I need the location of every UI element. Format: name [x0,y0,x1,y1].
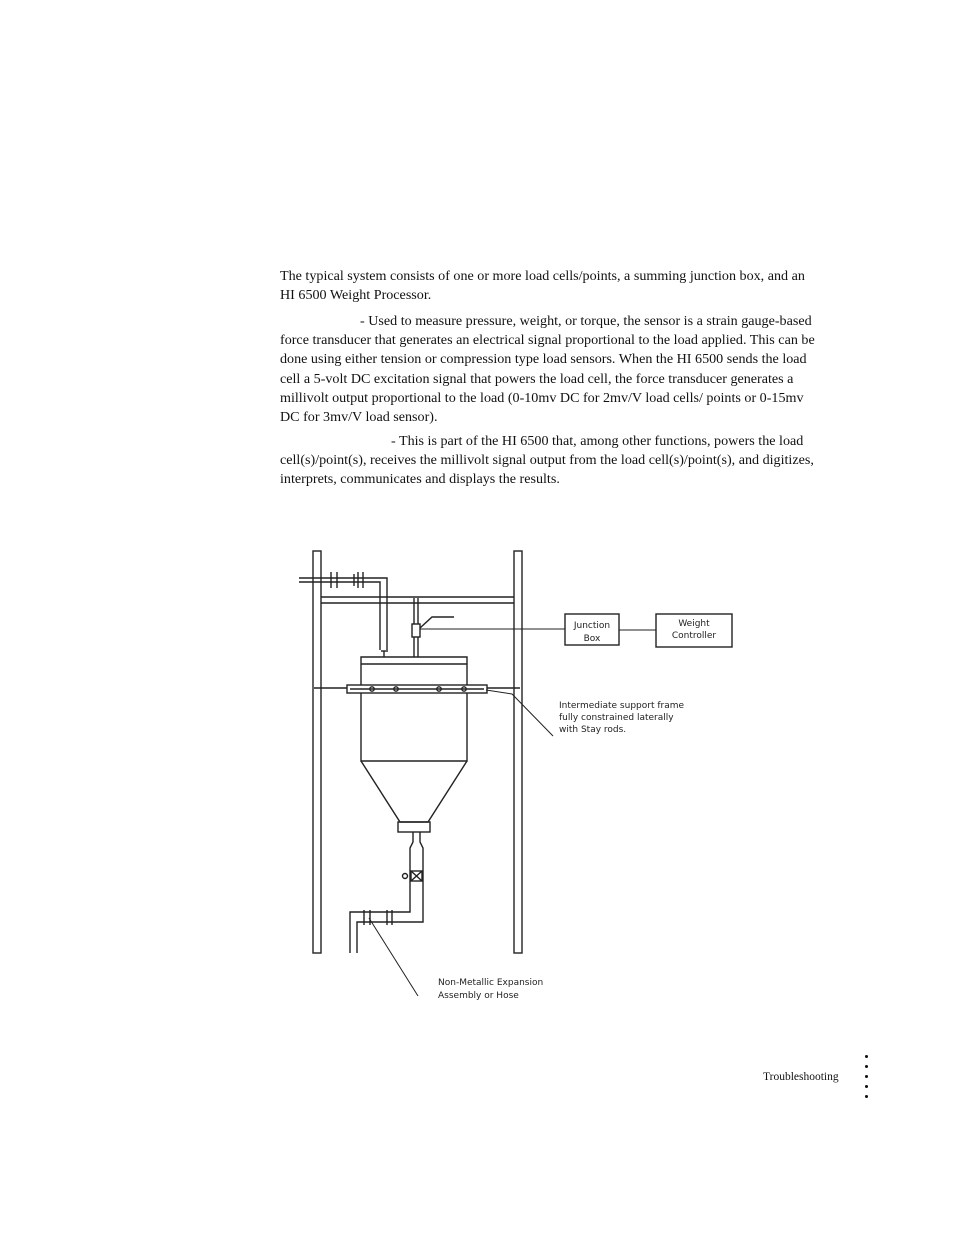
junction-box-label-line2: Box [583,634,601,644]
frame-right-post [514,551,522,953]
controller-label-line1: Weight [678,619,710,629]
controller-label-line2: Controller [671,631,717,641]
junction-box-paragraph: - This is part of the HI 6500 that, among other functions, powers the load cell(s)/point(s), receives the millivolt signal output from the load cell(s)/point(s), and digitizes, interprets, communicates and displays the results. [280,433,814,488]
junction-box [565,614,619,645]
frame-note-line2: fully constrained laterally [559,713,674,723]
support-frame-note [559,701,684,735]
footer-dot [865,1085,868,1088]
footer-dot [865,1055,868,1058]
expansion-hose-note [438,978,543,1001]
hose-note-line1: Non-Metallic Expansion [438,978,544,988]
inlet-pipe [299,572,387,650]
hose-note-line2: Assembly or Hose [438,991,519,1001]
outlet-pipe [350,832,423,953]
intro-paragraph: The typical system consists of one or more load cells/points, a summing junction box, and an HI 6500 Weight Processor. [280,268,805,304]
weight-controller [656,614,732,647]
footer-section-title: Troubleshooting [763,1071,839,1083]
signal-wiring [420,629,656,630]
load-cell-paragraph: - Used to measure pressure, weight, or torque, the sensor is a strain gauge-based force transducer that generates an electrical signal proportional to the load applied. This can be done using either tension or compression type load sensors. When the HI 6500 sends the load cell a 5-volt DC excitation signal that powers the load cell, the force transducer generates a millivolt output proportional to the load (0-10mv DC for 2mv/V load cells/ points or 0-15mv DC for 3mv/V load sensor). [280,313,815,426]
vessel [361,651,467,832]
support-frame [314,685,520,693]
footer-dot [865,1095,868,1098]
frame-note-line3: with Stay rods. [559,725,627,735]
frame-note-line1: Intermediate support frame [559,701,685,711]
footer-dot [865,1065,868,1068]
footer-dot-leader [865,1055,871,1105]
junction-box-label-line1: Junction [573,621,611,631]
frame-left-post [313,551,321,953]
footer-dot [865,1075,868,1078]
